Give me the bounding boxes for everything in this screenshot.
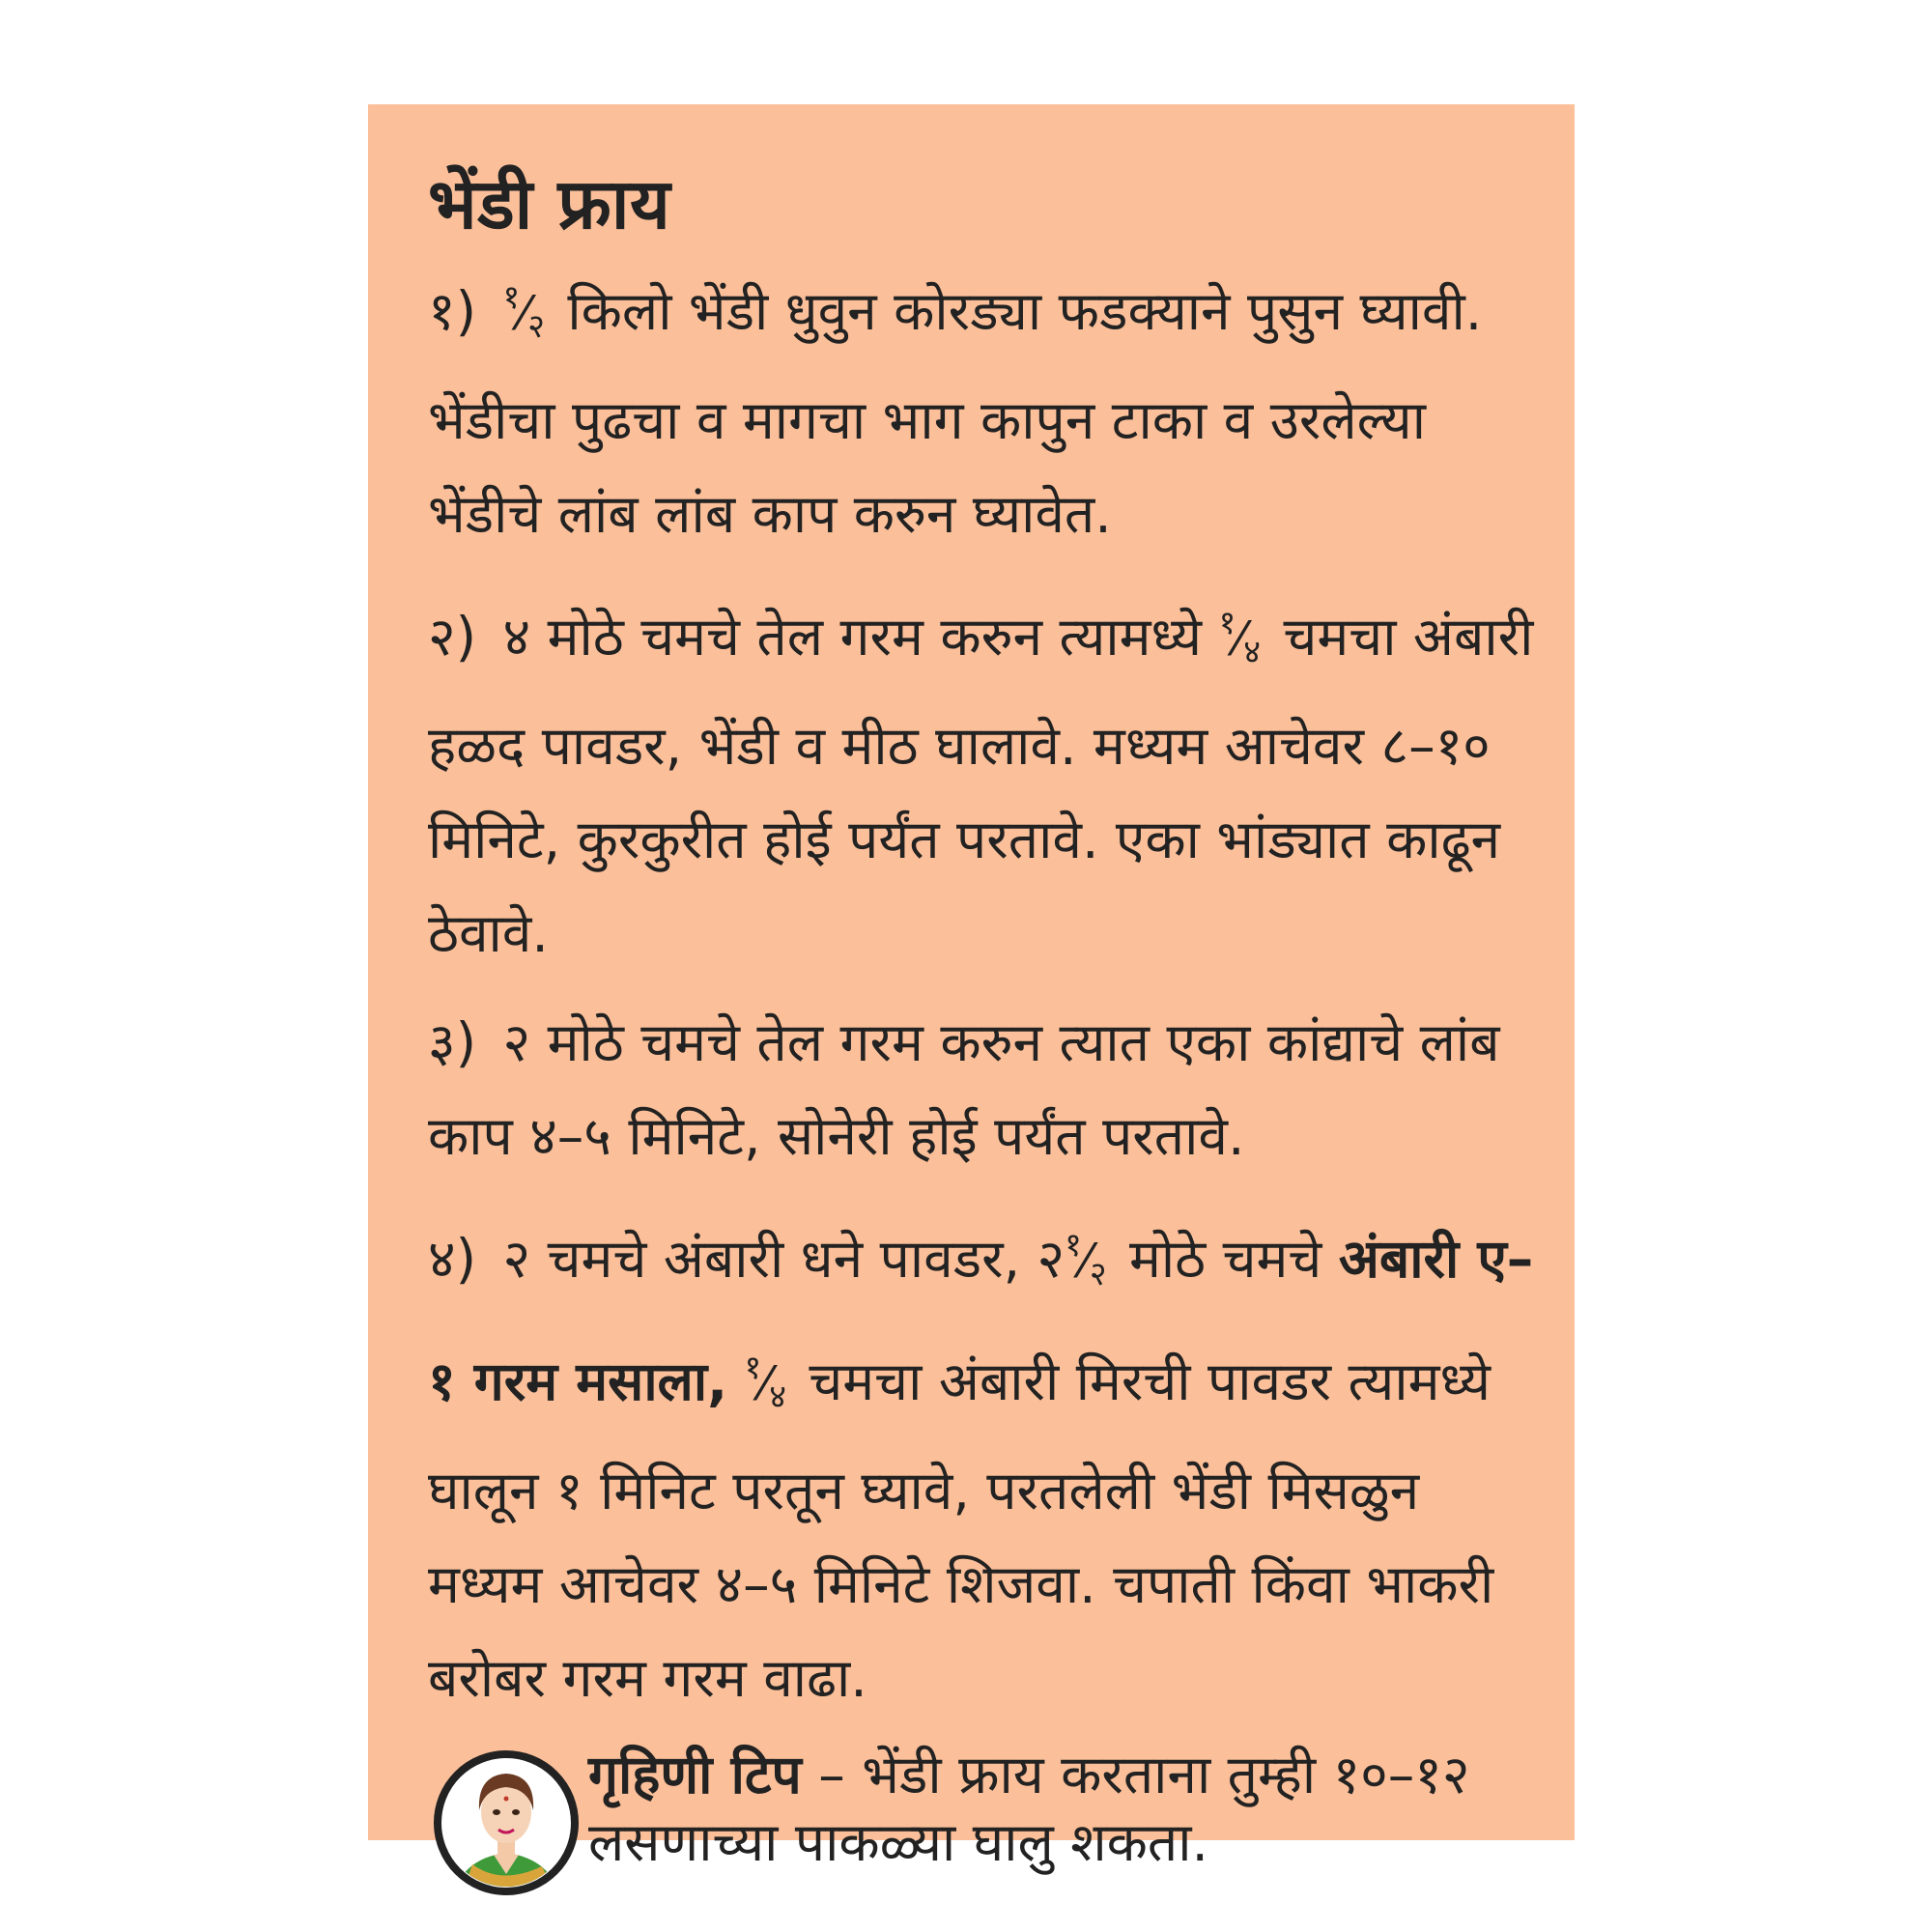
recipe-step-4: [428, 1199, 1548, 1725]
step-text: चमचा अंबारी हळद पावडर, भेंडी व मीठ घालावे. मध्यम आचेवर ८–१० मिनिटे, कुरकुरीत होई पर्यंत परतावे. एका भांड्यात काढून ठेवावे.: [428, 606, 1534, 965]
tip-label: गृहिणी टिप: [588, 1744, 802, 1806]
recipe-card: [368, 104, 1575, 1874]
step-number: ४): [428, 1228, 477, 1291]
step-number: १): [428, 280, 477, 343]
step-text: ४ मोठे चमचे तेल गरम करुन त्यामध्ये: [502, 606, 1203, 668]
step-text: मोठे चमचे: [1129, 1228, 1322, 1291]
woman-avatar-icon: [434, 1750, 579, 1895]
housewife-tip: [428, 1741, 1548, 1876]
tip-text: – भेंडी फ्राय करताना तुम्ही १०–१२ लसणाच्या पाकळ्या घालु शकता.: [588, 1744, 1470, 1874]
recipe-step-3: [428, 996, 1548, 1183]
step-text: २ चमचे अंबारी धने पावडर, २: [502, 1228, 1065, 1291]
recipe-step-1: [428, 251, 1548, 561]
step-number: २): [428, 606, 477, 668]
fraction-quarter: $^१⁄_४$: [744, 1349, 786, 1417]
fraction-half: $^१⁄_२$: [502, 278, 545, 347]
fraction-quarter: $^१⁄_४$: [1218, 604, 1261, 672]
recipe-title: भेंडी फ्राय: [428, 163, 671, 244]
fraction-half: $^१⁄_२$: [1065, 1226, 1107, 1294]
step-text: किलो भेंडी धुवुन कोरड्या फडक्याने पुसुन घ्यावी. भेंडीचा पुढचा व मागचा भाग कापुन टाका व उरलेल्या भेंडीचे लांब लांब काप करुन घ्यावेत.: [428, 280, 1483, 546]
step-number: ३): [428, 1011, 477, 1074]
recipe-step-2: [428, 577, 1548, 980]
step-text: चमचा अंबारी मिरची पावडर त्यामध्ये घालून १ मिनिट परतून घ्यावे, परतलेली भेंडी मिसळुन मध्यम आचेवर ४–५ मिनिटे शिजवा. चपाती किंवा भाकरी बरोबर गरम गरम वाढा.: [428, 1350, 1494, 1710]
step-text: २ मोठे चमचे तेल गरम करुन त्यात एका कांद्याचे लांब काप ४–५ मिनिटे, सोनेरी होई पर्यंत परतावे.: [428, 1011, 1500, 1168]
masala-name: अंबारी ए–१ गरम मसाला,: [428, 1228, 1534, 1413]
